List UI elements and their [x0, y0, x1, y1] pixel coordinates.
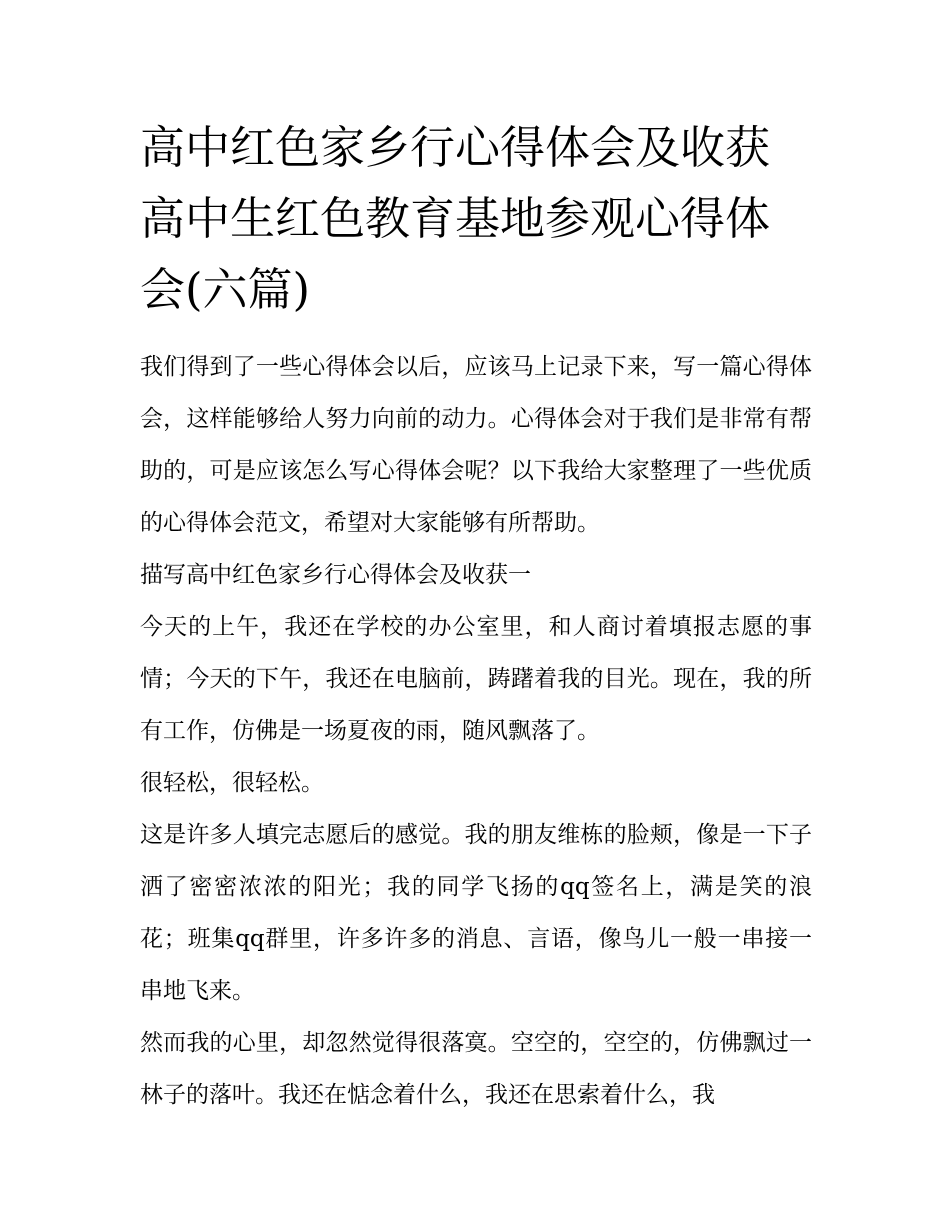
document-body	[140, 341, 812, 1121]
intro-paragraph: 我们得到了一些心得体会以后，应该马上记录下来，写一篇心得体会，这样能够给人努力向前的动力。心得体会对于我们是非常有帮助的，可是应该怎么写心得体会呢？以下我给大家整理了一些优质的心得体会范文，希望对大家能够有所帮助。	[140, 354, 812, 536]
body-paragraph: 很轻松，很轻松。	[140, 770, 324, 796]
body-paragraph: 今天的上午，我还在学校的办公室里，和人商讨着填报志愿的事情；今天的下午，我还在电脑前，踌躇着我的目光。现在，我的所有工作，仿佛是一场夏夜的雨，随风飘落了。	[140, 614, 812, 744]
body-paragraph: 然而我的心里，却忽然觉得很落寞。空空的，空空的，仿佛飘过一林子的落叶。我还在惦念着什么，我还在思索着什么，我	[140, 1030, 812, 1108]
document-title: 高中红色家乡行心得体会及收获 高中生红色教育基地参观心得体会(六篇)	[140, 121, 771, 316]
section-heading: 描写高中红色家乡行心得体会及收获一	[140, 562, 531, 588]
document-page	[140, 112, 812, 1121]
body-paragraph: 这是许多人填完志愿后的感觉。我的朋友维栋的脸颊，像是一下子洒了密密浓浓的阳光；我的同学飞扬的qq签名上，满是笑的浪花；班集qq群里，许多许多的消息、言语，像鸟儿一般一串接一串地飞来。	[140, 822, 812, 1004]
